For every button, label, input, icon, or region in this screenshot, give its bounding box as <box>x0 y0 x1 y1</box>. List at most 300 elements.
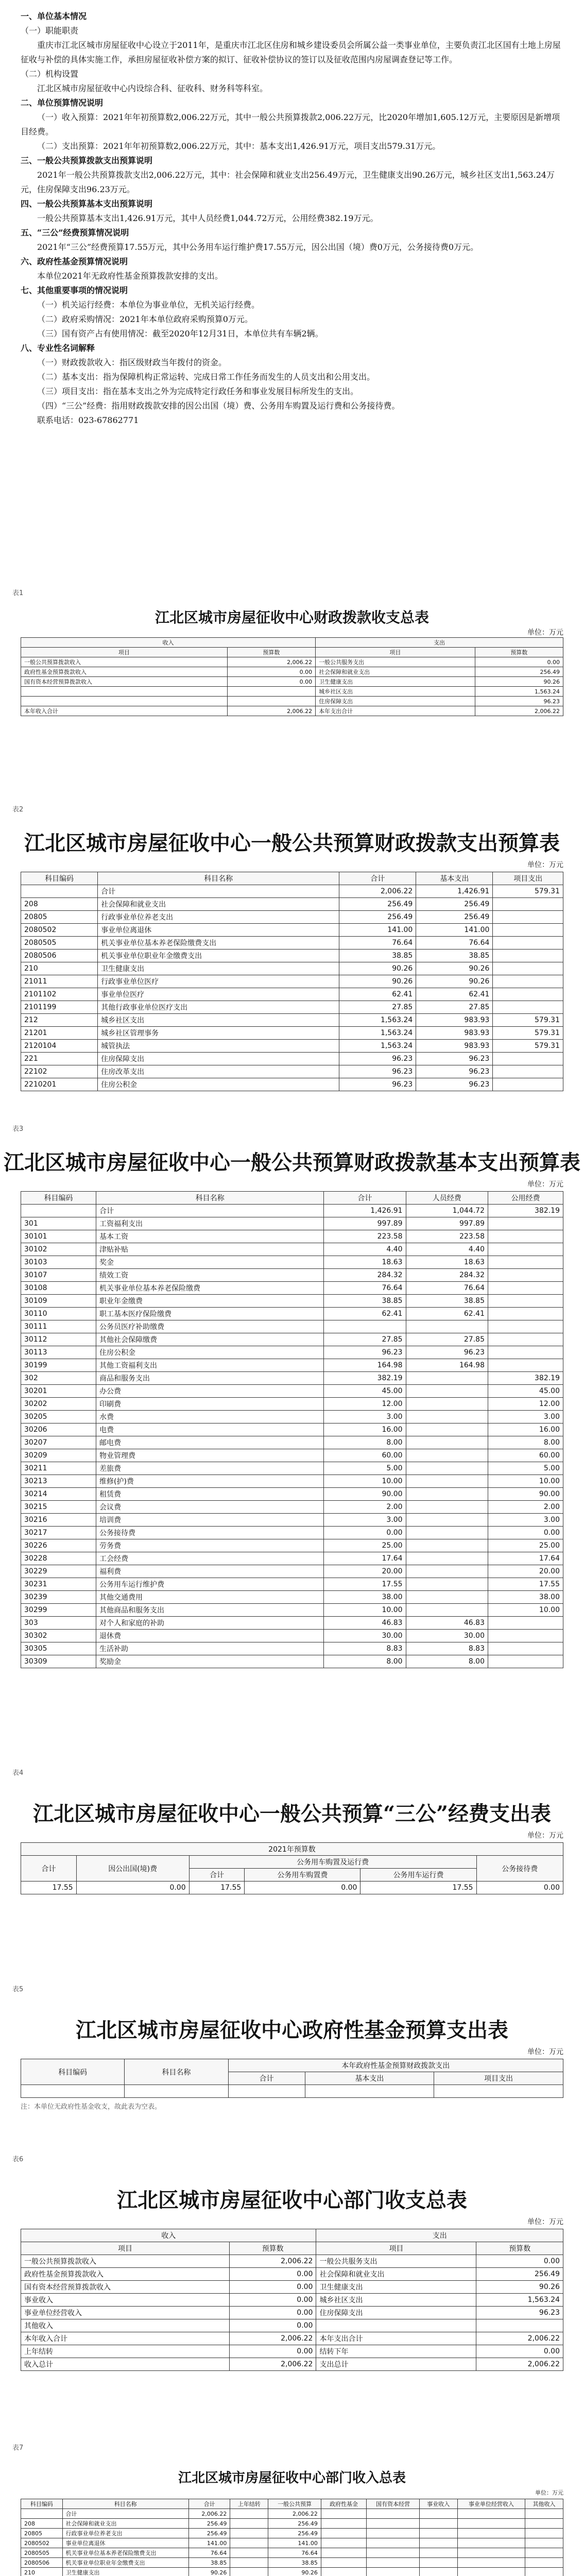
heading-basic-expense: 四、一般公共预算基本支出预算说明 <box>21 199 153 209</box>
header-item: 项目 <box>316 648 475 657</box>
table-cell: 96.23 <box>406 1346 488 1359</box>
table-cell <box>230 2529 268 2538</box>
basic-expense-table <box>21 1191 563 1668</box>
table-row <box>21 898 563 911</box>
table-row <box>21 1333 563 1346</box>
table-cell: 2,006.22 <box>229 2332 316 2345</box>
table-cell: 38.85 <box>406 1295 488 1308</box>
table-cell: 30111 <box>21 1320 96 1333</box>
table-cell: 会议费 <box>96 1501 323 1514</box>
table-cell: 90.26 <box>268 2568 321 2576</box>
header-code: 科目编码 <box>21 872 98 885</box>
table-row <box>21 697 563 706</box>
table-cell <box>316 2319 476 2332</box>
table-cell: 住房保障支出 <box>98 1053 339 1065</box>
table-row <box>21 1578 563 1591</box>
table-cell <box>406 1604 488 1617</box>
table-cell: 卫生健康支出 <box>316 677 475 687</box>
table-cell <box>493 1065 563 1078</box>
table-cell: 合计 <box>96 1205 323 1217</box>
table-cell: 90.26 <box>188 2568 230 2576</box>
table-cell: 8.83 <box>406 1642 488 1655</box>
header-code: 科目编码 <box>21 2059 125 2085</box>
table-cell: 2,006.22 <box>476 2358 563 2371</box>
table-cell: 3.00 <box>324 1411 406 1423</box>
table-cell <box>525 2558 563 2568</box>
table-cell: 基本工资 <box>96 1230 323 1243</box>
table-cell: 城管执法 <box>98 1040 339 1053</box>
header-public: 公用经费 <box>488 1192 563 1205</box>
table-cell <box>488 1256 563 1269</box>
table-cell: 住房保障支出 <box>316 697 475 706</box>
table-cell: 职业年金缴费 <box>96 1295 323 1308</box>
table-cell: 其他社会保障缴费 <box>96 1333 323 1346</box>
table-cell: 983.93 <box>416 1027 493 1040</box>
table-cell: 住房公积金 <box>98 1078 339 1091</box>
table-cell: 284.32 <box>324 1269 406 1282</box>
table-cell: 福利费 <box>96 1565 323 1578</box>
table-cell <box>488 1269 563 1282</box>
header-basic: 基本支出 <box>305 2072 434 2085</box>
table-cell: 8.00 <box>406 1655 488 1668</box>
table-row <box>21 2085 563 2098</box>
table-row <box>21 1423 563 1436</box>
table-cell <box>367 2548 420 2558</box>
table-cell: 城乡社区支出 <box>316 2294 476 2307</box>
header-abroad: 因公出国(境)费 <box>76 1856 189 1882</box>
table-row <box>21 885 563 898</box>
paragraph-glossary-3: （三）项目支出：指在基本支出之外为完成特定行政任务和事业发展目标所发生的支出。 <box>37 386 359 396</box>
table-cell: 对个人和家庭的补助 <box>96 1617 323 1630</box>
table-cell: 382.19 <box>324 1372 406 1385</box>
table-cell: 96.23 <box>339 1065 416 1078</box>
table-cell: 256.49 <box>416 911 493 924</box>
table-cell: 2080502 <box>21 2538 63 2548</box>
table-cell: 10.00 <box>324 1475 406 1488</box>
table-cell: 机关事业单位基本养老保险缴费 <box>96 1282 323 1295</box>
table-row <box>21 1552 563 1565</box>
table-cell: 30217 <box>21 1527 96 1539</box>
table-cell: 256.49 <box>339 911 416 924</box>
paragraph-operating-fund: （一）机关运行经费：本单位为事业单位，无机关运行经费。 <box>37 300 260 310</box>
table-cell <box>525 2538 563 2548</box>
table-cell <box>457 2558 525 2568</box>
table-cell: 96.23 <box>324 1346 406 1359</box>
paragraph-income: （一）收入预算：2021年年初预算数2,006.22万元，其中一般公共预算拨款2,006.22万元，比2020年增加1,605.12万元，主要原因是新增项目经费。 <box>21 112 560 137</box>
table-cell: 机关事业单位基本养老保险缴费支出 <box>98 937 339 950</box>
table-cell <box>419 2558 457 2568</box>
table-cell <box>525 2519 563 2529</box>
table-cell: 2080505 <box>21 937 98 950</box>
table-cell: 其他收入 <box>21 2319 230 2332</box>
department-income-table <box>21 2499 563 2576</box>
table-cell: 223.58 <box>324 1230 406 1243</box>
table-cell: 卫生健康支出 <box>62 2568 188 2576</box>
heading-other-matters: 七、其他重要事项的情况说明 <box>21 285 128 295</box>
table-cell <box>406 1423 488 1436</box>
table-row <box>21 2519 563 2529</box>
table-cell: 17.55 <box>324 1578 406 1591</box>
table-cell <box>419 2568 457 2576</box>
table-cell <box>493 911 563 924</box>
table-cell: 17.64 <box>488 1552 563 1565</box>
table-cell: 30108 <box>21 1282 96 1295</box>
table-cell <box>321 2538 366 2548</box>
cell-car-run: 17.55 <box>360 1882 476 1894</box>
table-row <box>21 1630 563 1642</box>
table-cell: 2080505 <box>21 2548 63 2558</box>
table-cell: 27.85 <box>406 1333 488 1346</box>
table-row <box>21 1320 563 1333</box>
table-cell: 8.00 <box>324 1436 406 1449</box>
unit-label: 单位：万元 <box>527 1180 563 1189</box>
column-header: 合计 <box>188 2499 230 2509</box>
table-cell: 事业单位离退休 <box>62 2538 188 2548</box>
unit-label: 单位：万元 <box>527 2048 563 2056</box>
table-cell: 2101102 <box>21 988 98 1001</box>
table-cell: 30113 <box>21 1346 96 1359</box>
table-cell: 10.00 <box>488 1604 563 1617</box>
table-cell: 结转下年 <box>316 2345 476 2358</box>
table-cell: 机关事业单位基本养老保险缴费支出 <box>62 2548 188 2558</box>
table-cell: 住房公积金 <box>96 1346 323 1359</box>
table-cell: 60.00 <box>324 1449 406 1462</box>
table-row <box>21 2358 563 2371</box>
table-cell <box>230 2558 268 2568</box>
table-cell: 3.00 <box>324 1514 406 1527</box>
table-cell: 政府性基金预算拨款收入 <box>21 2268 230 2281</box>
table-cell: 303 <box>21 1617 96 1630</box>
table-cell: 2,006.22 <box>227 657 315 667</box>
table-cell: 30231 <box>21 1578 96 1591</box>
column-header: 事业单位经营收入 <box>457 2499 525 2509</box>
table-row <box>21 1230 563 1243</box>
table-row <box>21 1295 563 1308</box>
general-budget-expense-table <box>21 872 563 1091</box>
table-cell: 30209 <box>21 1449 96 1462</box>
table-cell: 2,006.22 <box>188 2509 230 2519</box>
table-cell <box>493 1001 563 1014</box>
table-cell <box>488 1655 563 1668</box>
table-cell <box>493 924 563 937</box>
table-row <box>21 1462 563 1475</box>
three-public-table <box>21 1842 563 1894</box>
table-row <box>21 1269 563 1282</box>
table-cell: 2120104 <box>21 1040 98 1053</box>
table-row <box>21 2268 563 2281</box>
table-row <box>21 1488 563 1501</box>
header-reception: 公务接待费 <box>476 1856 563 1882</box>
table-row <box>21 1617 563 1630</box>
table-cell: 76.64 <box>324 1282 406 1295</box>
table-row <box>21 2509 563 2519</box>
table-row <box>21 706 563 716</box>
table-cell <box>230 2519 268 2529</box>
table-cell <box>321 2558 366 2568</box>
table-cell: 0.00 <box>229 2281 316 2294</box>
header-budget: 预算数 <box>229 2242 316 2255</box>
table-cell <box>525 2529 563 2538</box>
header-car-subtotal: 合计 <box>189 1869 245 1882</box>
table-cell <box>406 1552 488 1565</box>
table-cell: 30228 <box>21 1552 96 1565</box>
table-cell: 27.85 <box>339 1001 416 1014</box>
table-cell: 0.00 <box>324 1527 406 1539</box>
unit-label: 单位：万元 <box>535 2489 563 2496</box>
header-row <box>21 2499 563 2509</box>
table-row <box>21 1527 563 1539</box>
table-cell: 141.00 <box>188 2538 230 2548</box>
table-row <box>21 657 563 667</box>
table-cell: 141.00 <box>416 924 493 937</box>
table-cell: 45.00 <box>488 1385 563 1398</box>
table-cell: 3.00 <box>488 1514 563 1527</box>
table-cell <box>493 937 563 950</box>
table-cell: 2.00 <box>488 1501 563 1514</box>
table-cell <box>406 1398 488 1411</box>
table-cell <box>493 962 563 975</box>
table-cell: 579.31 <box>493 1040 563 1053</box>
table-cell: 8.83 <box>324 1642 406 1655</box>
header-year: 本年政府性基金预算财政拨款支出 <box>228 2059 563 2072</box>
table-cell: 2,006.22 <box>339 885 416 898</box>
table-cell: 579.31 <box>493 1014 563 1027</box>
table-cell: 行政事业单位医疗 <box>98 975 339 988</box>
table-cell <box>525 2548 563 2558</box>
table-row <box>21 1346 563 1359</box>
table-cell: 90.00 <box>324 1488 406 1501</box>
table-cell: 579.31 <box>493 1027 563 1040</box>
table-cell <box>21 2509 63 2519</box>
table-cell: 国有资本经营预算拨款收入 <box>21 677 228 687</box>
table-cell: 其他商品和服务支出 <box>96 1604 323 1617</box>
table-row <box>21 2538 563 2548</box>
table-cell <box>406 1320 488 1333</box>
header-total: 合计 <box>21 1856 77 1882</box>
table-cell: 96.23 <box>339 1078 416 1091</box>
table-cell: 卫生健康支出 <box>316 2281 476 2294</box>
table-cell: 本年收入合计 <box>21 706 228 716</box>
table-row <box>21 1501 563 1514</box>
table-cell: 96.23 <box>339 1053 416 1065</box>
table-cell: 城乡社区支出 <box>316 687 475 697</box>
table-cell: 本年支出合计 <box>316 2332 476 2345</box>
table-cell: 商品和服务支出 <box>96 1372 323 1385</box>
table-cell: 2080506 <box>21 2558 63 2568</box>
table-cell: 27.85 <box>324 1333 406 1346</box>
table-cell: 办公费 <box>96 1385 323 1398</box>
table-cell: 16.00 <box>488 1423 563 1436</box>
table-cell <box>476 2319 563 2332</box>
table-cell: 90.26 <box>475 677 563 687</box>
paragraph-basic-expense: 一般公共预算基本支出1,426.91万元，其中人员经费1,044.72万元，公用经费382.19万元。 <box>37 213 379 223</box>
table-cell: 382.19 <box>488 1372 563 1385</box>
table-cell: 221 <box>21 1053 98 1065</box>
table-cell: 3.00 <box>488 1411 563 1423</box>
table-cell: 30207 <box>21 1436 96 1449</box>
paragraph-structure: 江北区城市房屋征收中心内设综合科、征收科、财务科等科室。 <box>37 83 268 93</box>
table-cell: 38.00 <box>488 1591 563 1604</box>
table-cell: 62.41 <box>324 1308 406 1320</box>
table-label: 表2 <box>12 806 24 814</box>
table-cell: 21011 <box>21 975 98 988</box>
table-cell: 25.00 <box>488 1539 563 1552</box>
heading-three-public: 五、“三公”经费预算情况说明 <box>21 228 129 238</box>
table-cell: 38.85 <box>188 2558 230 2568</box>
table-cell <box>488 1217 563 1230</box>
table-cell: 256.49 <box>188 2519 230 2529</box>
table5-block <box>0 1984 584 2114</box>
table-cell <box>367 2568 420 2576</box>
table-row <box>21 1385 563 1398</box>
table-cell: 30103 <box>21 1256 96 1269</box>
table-cell: 5.00 <box>488 1462 563 1475</box>
table-cell <box>488 1308 563 1320</box>
table-cell: 96.23 <box>416 1078 493 1091</box>
table-cell: 行政事业单位养老支出 <box>98 911 339 924</box>
paragraph-three-public: 2021年“三公”经费预算17.55万元，其中公务用车运行维护费17.55万元，因公出国（境）费0万元，公务接待费0万元。 <box>37 242 479 252</box>
table-cell <box>419 2519 457 2529</box>
table-cell <box>321 2548 366 2558</box>
table-cell: 997.89 <box>324 1217 406 1230</box>
table-cell: 0.00 <box>229 2319 316 2332</box>
table-row <box>21 911 563 924</box>
paragraph-glossary-1: （一）财政拨款收入：指区级财政当年拨付的资金。 <box>37 358 227 367</box>
table-cell <box>321 2509 366 2519</box>
table-title: 江北区城市房屋征收中心财政拨款收支总表 <box>154 609 429 626</box>
table-cell: 30.00 <box>406 1630 488 1642</box>
header-year: 2021年预算数 <box>21 1843 563 1856</box>
table-cell: 水费 <box>96 1411 323 1423</box>
table-cell: 20805 <box>21 911 98 924</box>
table-cell: 2,006.22 <box>227 706 315 716</box>
table-cell: 38.85 <box>268 2558 321 2568</box>
table-cell <box>493 898 563 911</box>
table-cell <box>230 2509 268 2519</box>
table-cell <box>419 2538 457 2548</box>
table-cell <box>457 2538 525 2548</box>
table-cell: 256.49 <box>476 2268 563 2281</box>
paragraph-glossary-4: （四）“三公”经费：指用财政拨款安排的因公出国（境）费、公务用车购置及运行费和公务接待费。 <box>37 401 400 411</box>
table-cell <box>406 1539 488 1552</box>
table-cell: 62.41 <box>416 988 493 1001</box>
table-cell: 邮电费 <box>96 1436 323 1449</box>
heading-budget-summary: 二、单位预算情况说明 <box>21 98 104 108</box>
table-cell <box>367 2519 420 2529</box>
table-cell: 合计 <box>98 885 339 898</box>
table-cell: 国有资本经营预算拨款收入 <box>21 2281 230 2294</box>
table-cell: 8.00 <box>488 1436 563 1449</box>
table-cell: 职工基本医疗保险缴费 <box>96 1308 323 1320</box>
table-cell <box>457 2568 525 2576</box>
table-cell: 城乡社区支出 <box>98 1014 339 1027</box>
table-row <box>21 1604 563 1617</box>
table-cell: 住房保障支出 <box>316 2307 476 2319</box>
table-cell: 4.40 <box>406 1243 488 1256</box>
table-row <box>21 1514 563 1527</box>
table-cell <box>419 2529 457 2538</box>
table-cell: 21201 <box>21 1027 98 1040</box>
table-cell: 46.83 <box>406 1617 488 1630</box>
table-row <box>21 2529 563 2538</box>
heading-glossary: 八、专业性名词解释 <box>21 343 95 353</box>
table-cell: 社会保障和就业支出 <box>316 2268 476 2281</box>
table-cell <box>488 1346 563 1359</box>
paragraph-duties: 重庆市江北区城市房屋征收中心设立于2011年，是重庆市江北区住房和城乡建设委员会所属公益一类事业单位，主要负责江北区国有土地上房屋征收与补偿的具体实施工作，承担房屋征收补偿方案的拟订、征收补偿协议的签订以及征收范围内房屋调查登记等工作。 <box>21 40 561 64</box>
table-cell: 12.00 <box>488 1398 563 1411</box>
header-car-buy: 公务用车购置费 <box>245 1869 360 1882</box>
table-cell <box>488 1320 563 1333</box>
table-cell: 2080502 <box>21 924 98 937</box>
table-row <box>21 2548 563 2558</box>
table-cell: 4.40 <box>324 1243 406 1256</box>
unit-label: 单位：万元 <box>527 629 563 637</box>
table-cell: 164.98 <box>324 1359 406 1372</box>
table-cell: 差旅费 <box>96 1462 323 1475</box>
table-cell: 印刷费 <box>96 1398 323 1411</box>
table-cell: 38.00 <box>324 1591 406 1604</box>
table-cell: 302 <box>21 1372 96 1385</box>
table-cell <box>419 2509 457 2519</box>
table-cell: 76.64 <box>188 2548 230 2558</box>
column-header: 科目编码 <box>21 2499 63 2509</box>
table-cell: 25.00 <box>324 1539 406 1552</box>
table-cell: 1,563.24 <box>476 2294 563 2307</box>
table-cell: 223.58 <box>406 1230 488 1243</box>
table-cell: 30201 <box>21 1385 96 1398</box>
table-cell <box>324 1320 406 1333</box>
table-cell: 256.49 <box>416 898 493 911</box>
table-cell: 住房改革支出 <box>98 1065 339 1078</box>
table-cell: 1,563.24 <box>339 1014 416 1027</box>
table-cell <box>488 1333 563 1346</box>
table-cell: 5.00 <box>324 1462 406 1475</box>
column-header: 国有资本经营 <box>367 2499 420 2509</box>
table-cell <box>493 1078 563 1091</box>
table-row <box>21 2281 563 2294</box>
table-cell: 本年支出合计 <box>316 706 475 716</box>
table-cell <box>321 2519 366 2529</box>
table-cell: 其他行政事业单位医疗支出 <box>98 1001 339 1014</box>
table-cell: 30112 <box>21 1333 96 1346</box>
table-row <box>21 950 563 962</box>
table-cell: 12.00 <box>324 1398 406 1411</box>
table-cell: 0.00 <box>229 2268 316 2281</box>
table-cell <box>488 1243 563 1256</box>
table-cell: 物业管理费 <box>96 1449 323 1462</box>
heading-basic-info: 一、单位基本情况 <box>21 11 87 21</box>
table-cell: 90.26 <box>416 962 493 975</box>
table-cell: 退休费 <box>96 1630 323 1642</box>
table-cell <box>367 2538 420 2548</box>
header-income: 收入 <box>21 638 316 648</box>
table-cell: 租赁费 <box>96 1488 323 1501</box>
table-label: 表1 <box>12 589 24 597</box>
table-cell: 20.00 <box>488 1565 563 1578</box>
table-cell <box>457 2519 525 2529</box>
header-name: 科目名称 <box>96 1192 323 1205</box>
table-cell: 96.23 <box>476 2307 563 2319</box>
table-cell: 一般公共预算拨款收入 <box>21 657 228 667</box>
table-title: 江北区城市房屋征收中心一般公共预算“三公”经费支出表 <box>32 1802 551 1826</box>
column-header: 事业收入 <box>419 2499 457 2509</box>
table-cell: 支出总计 <box>316 2358 476 2371</box>
table-cell: 30226 <box>21 1539 96 1552</box>
cell-reception: 0.00 <box>476 1882 563 1894</box>
table-cell: 20.00 <box>324 1565 406 1578</box>
table-cell: 8.00 <box>324 1655 406 1668</box>
table-cell: 2,006.22 <box>268 2509 321 2519</box>
